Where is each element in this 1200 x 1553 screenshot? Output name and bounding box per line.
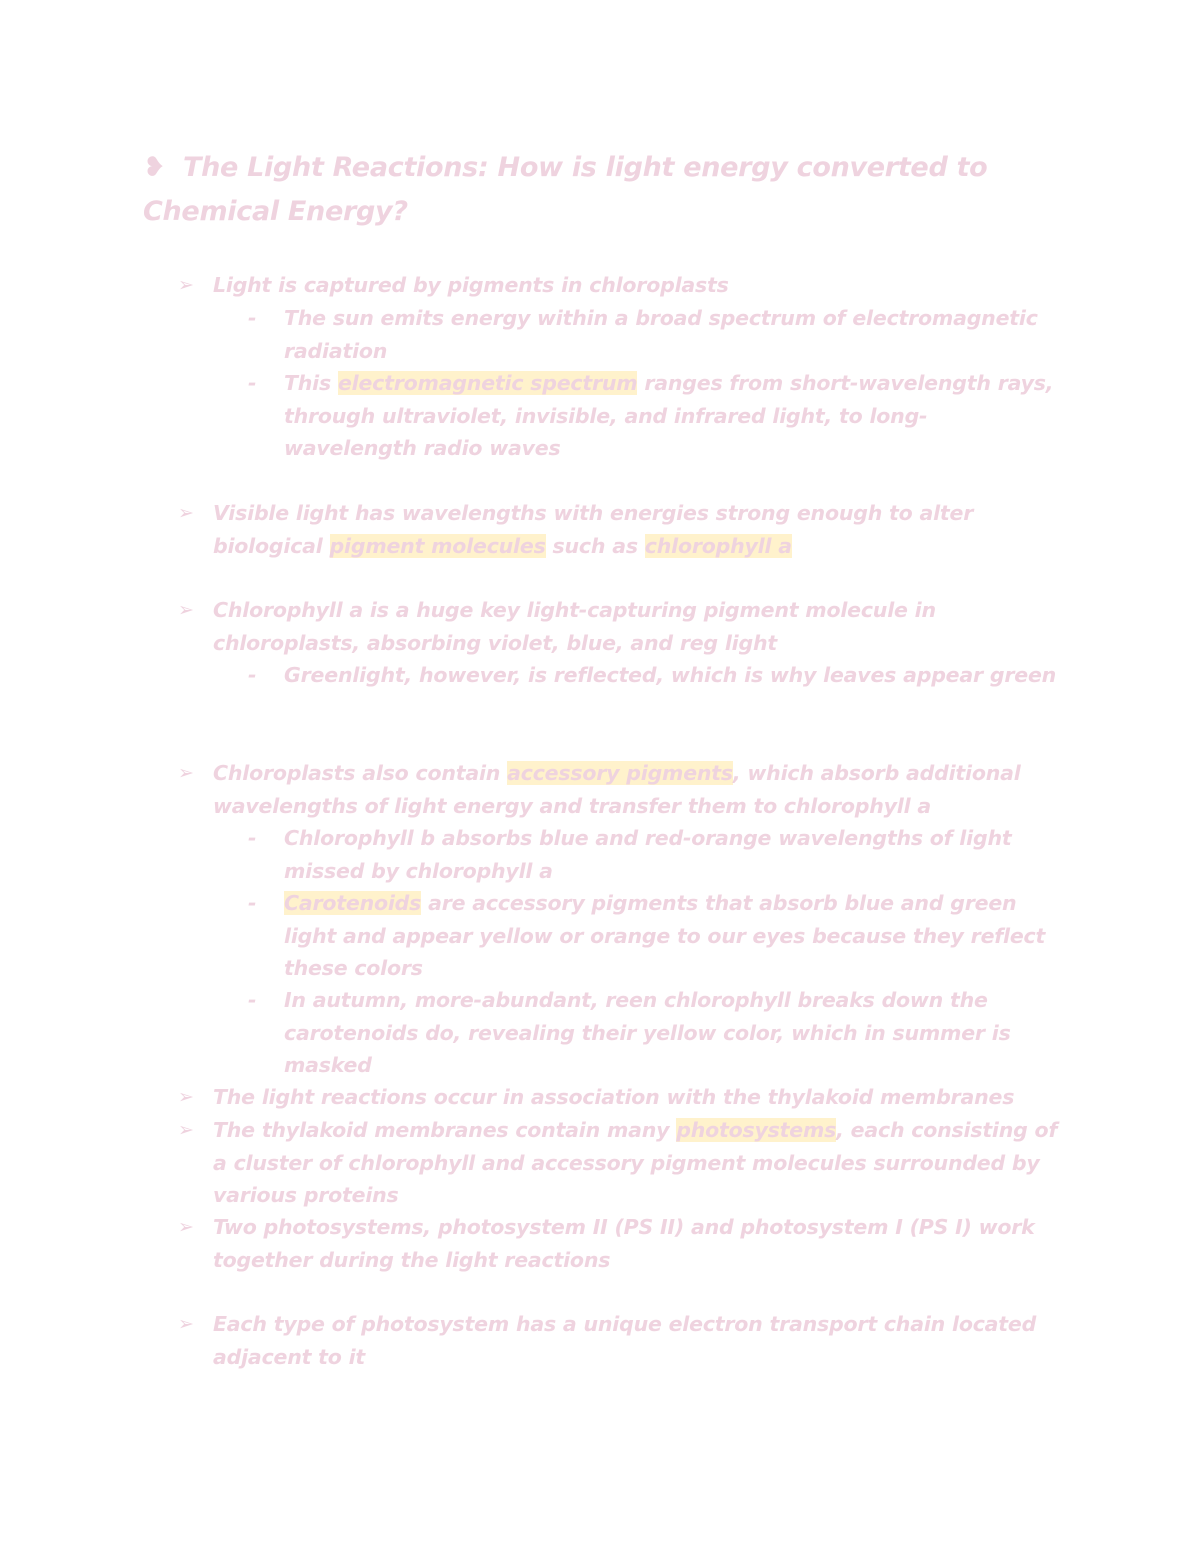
arrow-bullet-icon: ➢ xyxy=(178,762,194,784)
sub-list-item xyxy=(248,984,1058,1082)
list-item xyxy=(178,594,1058,659)
sub-list-item-text: The sun emits energy within a broad spectrum of electromagnetic radiation xyxy=(284,306,1038,363)
dash-bullet-icon: - xyxy=(248,371,257,395)
dash-bullet-icon: - xyxy=(248,988,257,1012)
sub-list-item-text: Greenlight, however, is reflected, which is why leaves appear green xyxy=(284,663,1057,687)
arrow-bullet-icon: ➢ xyxy=(178,1119,194,1141)
highlighted-term: electromagnetic spectrum xyxy=(337,371,638,395)
dash-bullet-icon: - xyxy=(248,826,257,850)
sub-list-item-text: This electromagnetic spectrum ranges from short-wavelength rays, through ultraviolet, invisible, and infrared light, to long-wavelength radio waves xyxy=(284,371,1054,461)
arrow-bullet-icon: ➢ xyxy=(178,1086,194,1108)
list-item xyxy=(178,1114,1058,1212)
sub-list-item-text: In autumn, more-abundant, reen chlorophyll breaks down the carotenoids do, revealing their yellow color, which in summer is masked xyxy=(284,988,1011,1078)
list-item-text: Chloroplasts also contain accessory pigments, which absorb additional wavelengths of light energy and transfer them to chlorophyll a xyxy=(213,761,1021,818)
dash-bullet-icon: - xyxy=(248,891,257,915)
page-title xyxy=(143,146,1043,234)
highlighted-term: accessory pigments xyxy=(507,761,733,785)
list-item-text: The thylakoid membranes contain many photosystems, each consisting of a cluster of chlorophyll and accessory pigment molecules surrounded by various proteins xyxy=(213,1118,1058,1208)
sub-list-item xyxy=(248,822,1058,887)
page-title-text: The Light Reactions: How is light energy converted to Chemical Energy? xyxy=(143,152,988,227)
list-item xyxy=(178,1308,1058,1373)
sub-list-item xyxy=(248,887,1058,985)
highlighted-term: chlorophyll a xyxy=(644,533,792,558)
dash-bullet-icon: - xyxy=(248,306,257,330)
arrow-bullet-icon: ➢ xyxy=(178,599,194,621)
arrow-bullet-icon: ➢ xyxy=(178,1313,194,1335)
sub-list-item xyxy=(248,367,1058,465)
list-item-text: The light reactions occur in association with the thylakoid membranes xyxy=(213,1085,1015,1109)
sub-list-item xyxy=(248,302,1058,367)
sub-list-item-text: Chlorophyll b absorbs blue and red-orange wavelengths of light missed by chlorophyll a xyxy=(284,826,1012,883)
list-item xyxy=(178,757,1058,822)
arrow-bullet-icon: ➢ xyxy=(178,502,194,524)
highlighted-term: pigment molecules xyxy=(329,533,546,558)
dash-bullet-icon: - xyxy=(248,663,257,687)
ear-icon: ❥ xyxy=(143,152,166,183)
list-item-text: Light is captured by pigments in chloroplasts xyxy=(213,273,729,297)
list-item-text: Each type of photosystem has a unique electron transport chain located adjacent to it xyxy=(213,1312,1037,1369)
list-item xyxy=(178,497,1058,562)
list-item-text: Chlorophyll a is a huge key light-capturing pigment molecule in chloroplasts, absorbing violet, blue, and reg light xyxy=(213,598,936,655)
highlighted-term: photosystems xyxy=(676,1118,837,1142)
arrow-bullet-icon: ➢ xyxy=(178,274,194,296)
sub-list-item xyxy=(248,659,1058,692)
arrow-bullet-icon: ➢ xyxy=(178,1216,194,1238)
highlighted-term: Carotenoids xyxy=(284,891,422,915)
list-item xyxy=(178,1211,1058,1276)
list-item xyxy=(178,1081,1058,1114)
list-item-text: Visible light has wavelengths with energies strong enough to alter biological pigment molecules such as chlorophyll a xyxy=(213,501,974,558)
list-item-text: Two photosystems, photosystem II (PS II) and photosystem I (PS I) work together during the light reactions xyxy=(213,1215,1035,1272)
list-item xyxy=(178,269,1058,302)
sub-list-item-text: Carotenoids are accessory pigments that absorb blue and green light and appear yellow or orange to our eyes because they reflect these colors xyxy=(284,891,1046,981)
